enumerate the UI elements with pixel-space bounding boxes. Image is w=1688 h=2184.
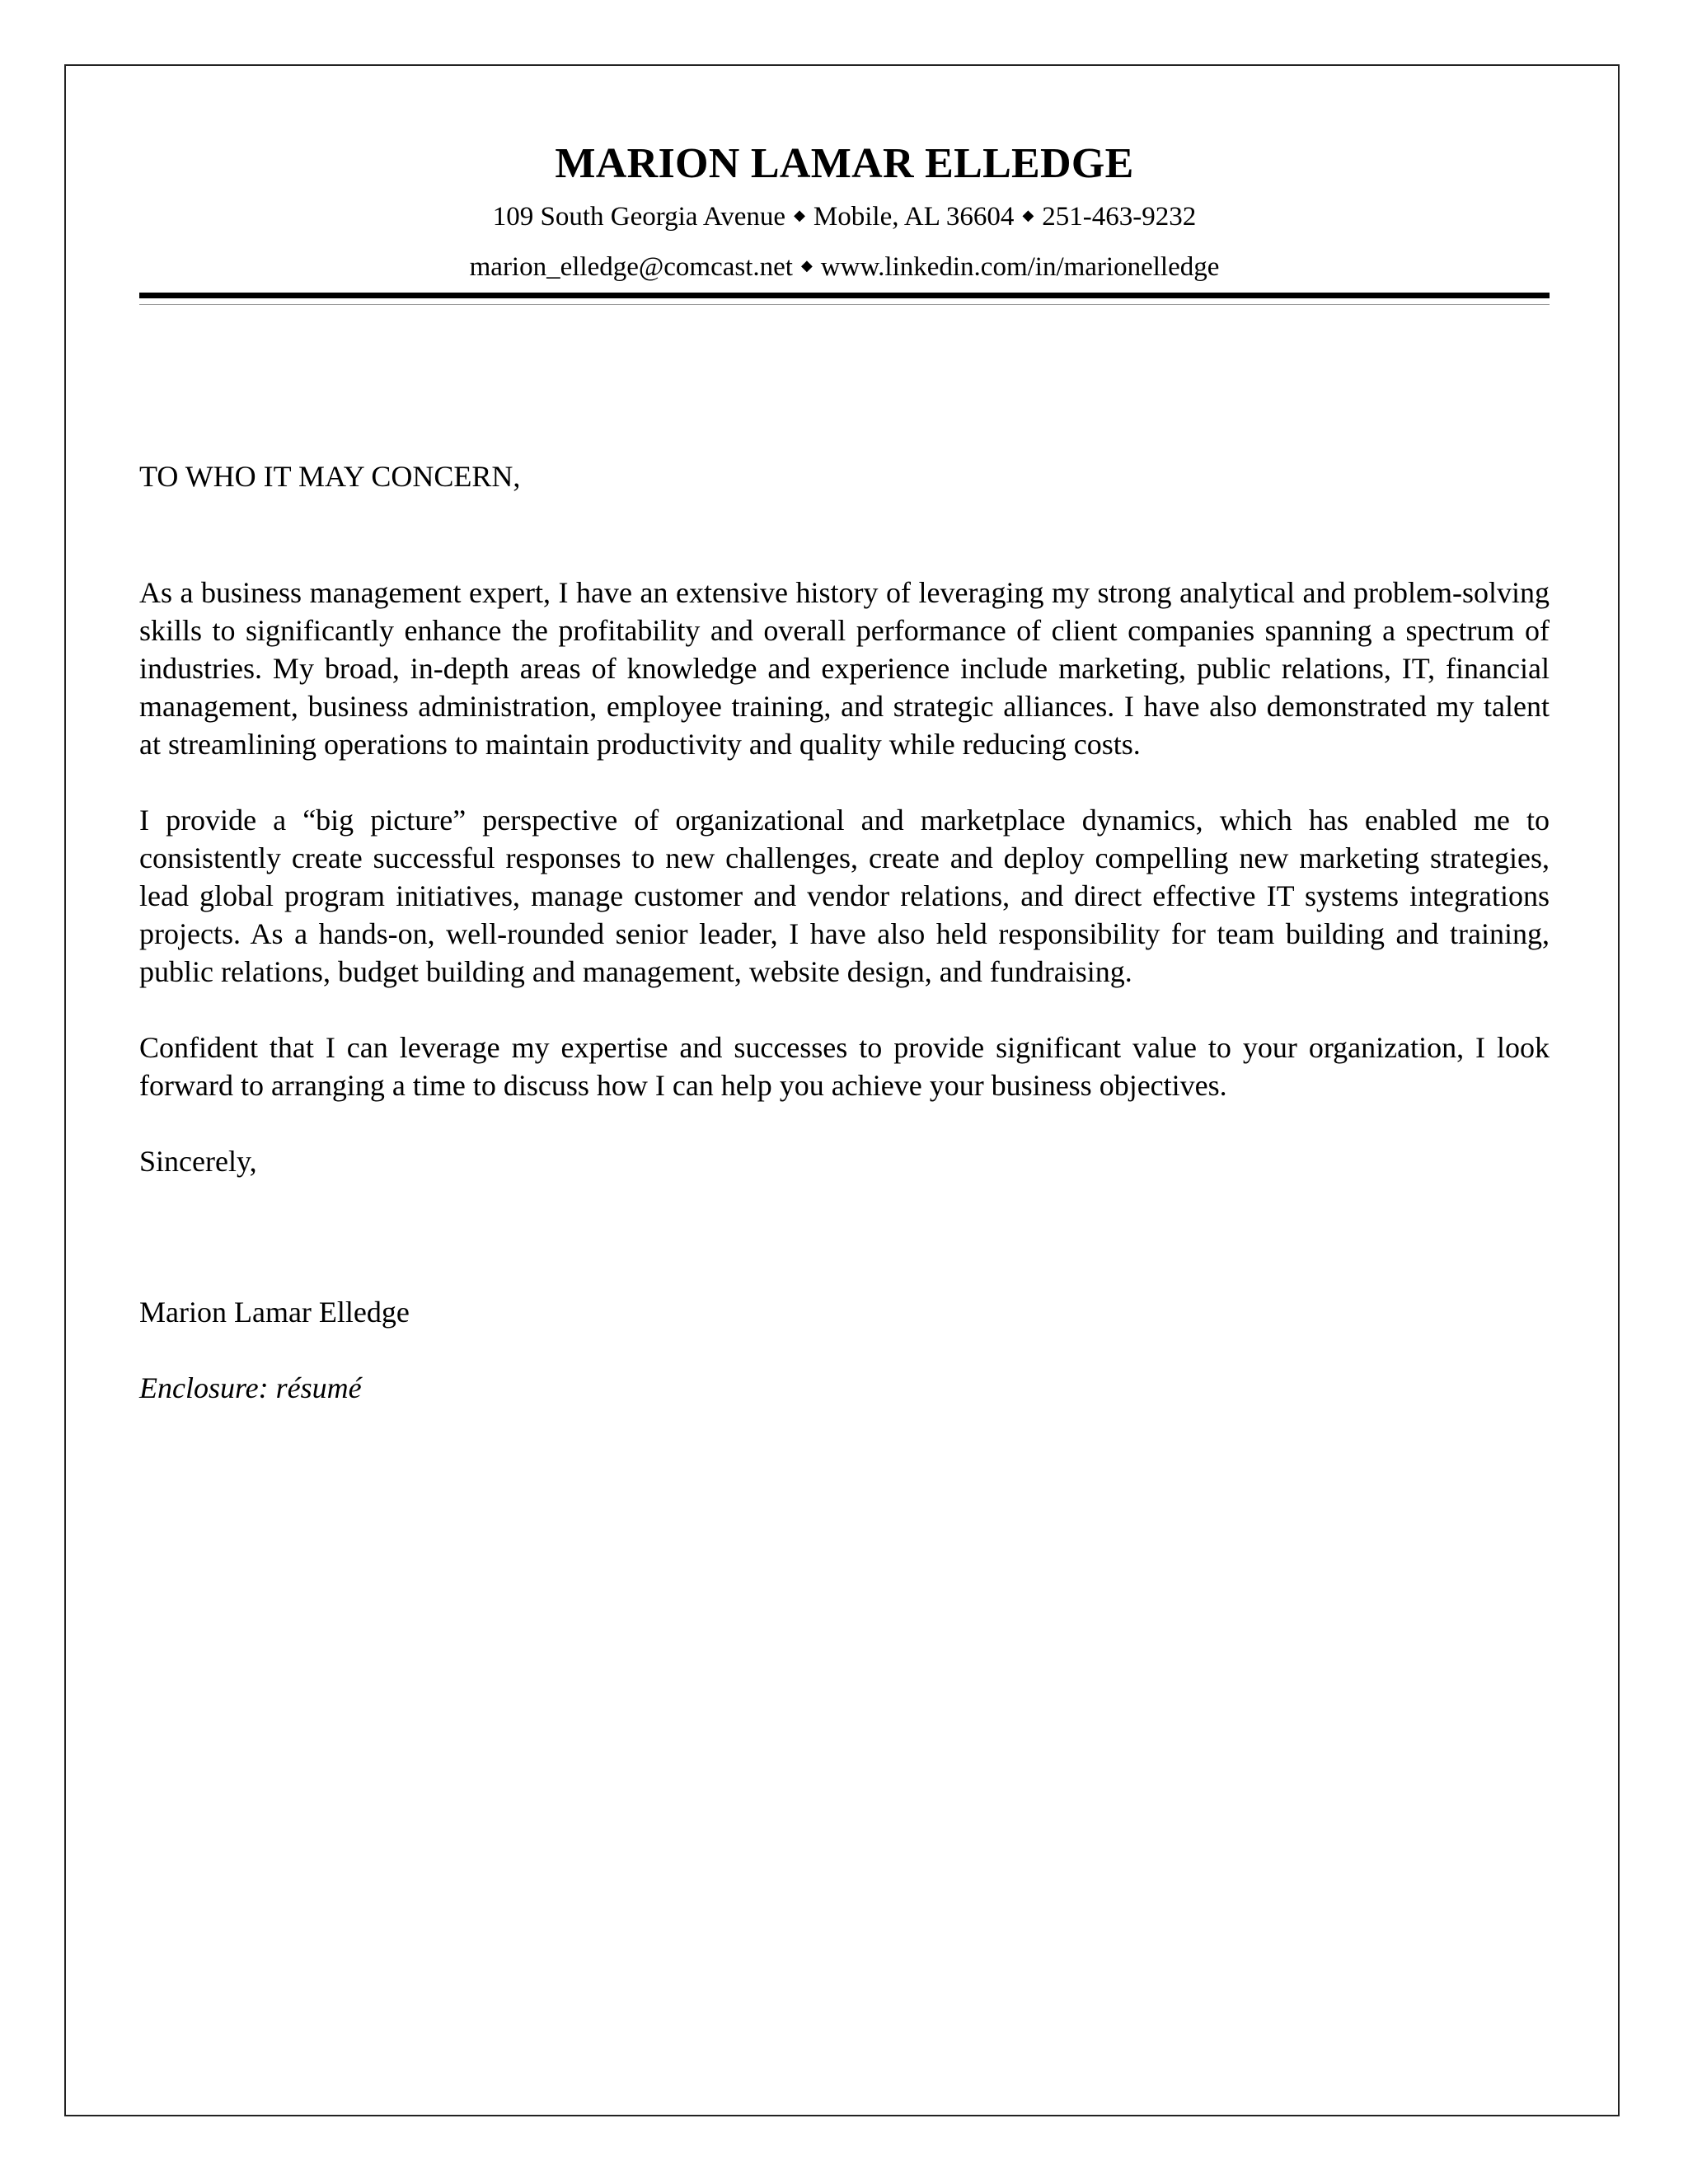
applicant-name: MARION LAMAR ELLEDGE — [555, 140, 1134, 187]
address: 109 South Georgia Avenue — [492, 202, 786, 232]
diamond-separator-icon: ◆ — [800, 256, 813, 274]
header-divider-thick — [139, 293, 1550, 298]
contact-online-line — [139, 254, 1550, 281]
phone: 251-463-9232 — [1042, 202, 1197, 232]
contact-address-line — [139, 204, 1550, 231]
letterhead — [139, 140, 1550, 305]
city-state-zip: Mobile, AL 36604 — [813, 202, 1015, 232]
diamond-separator-icon: ◆ — [1022, 206, 1034, 223]
diamond-separator-icon: ◆ — [794, 206, 805, 223]
signature-name: Marion Lamar Elledge — [139, 1296, 410, 1329]
body-paragraph: I provide a “big picture” perspective of organizational and marketplace dynamics, which has enabled me to consistently create successful responses to new challenges, create and deploy compelling new marketing strategies, lead global program initiatives, manage customer and vendor relations, and direct effective IT systems integrations projects. As a hands-on, well-rounded senior leader, I have also held responsibility for team building and training, public relations, budget building and management, website design, and fundraising. — [139, 804, 1550, 988]
body-paragraph: Confident that I can leverage my expertise and successes to provide significant value to your organization, I look forward to arranging a time to discuss how I can help you achieve your business objectives. — [139, 1031, 1550, 1102]
body-paragraph: As a business management expert, I have an extensive history of leveraging my strong analytical and problem-solving skills to significantly enhance the profitability and overall performance of client companies spanning a spectrum of industries. My broad, in-depth areas of knowledge and experience include marketing, public relations, IT, financial management, business administration, employee training, and strategic alliances. I have also demonstrated my talent at streamlining operations to maintain productivity and quality while reducing costs. — [139, 576, 1550, 761]
letter-page — [139, 132, 1550, 1407]
linkedin-link[interactable]: www.linkedin.com/in/marionelledge — [820, 252, 1220, 282]
email-link[interactable]: marion_elledge@comcast.net — [469, 252, 793, 282]
enclosure-note: Enclosure: résumé — [139, 1371, 362, 1404]
closing: Sincerely, — [139, 1145, 257, 1178]
salutation: TO WHO IT MAY CONCERN, — [139, 460, 521, 493]
header-divider-thin — [139, 304, 1550, 305]
